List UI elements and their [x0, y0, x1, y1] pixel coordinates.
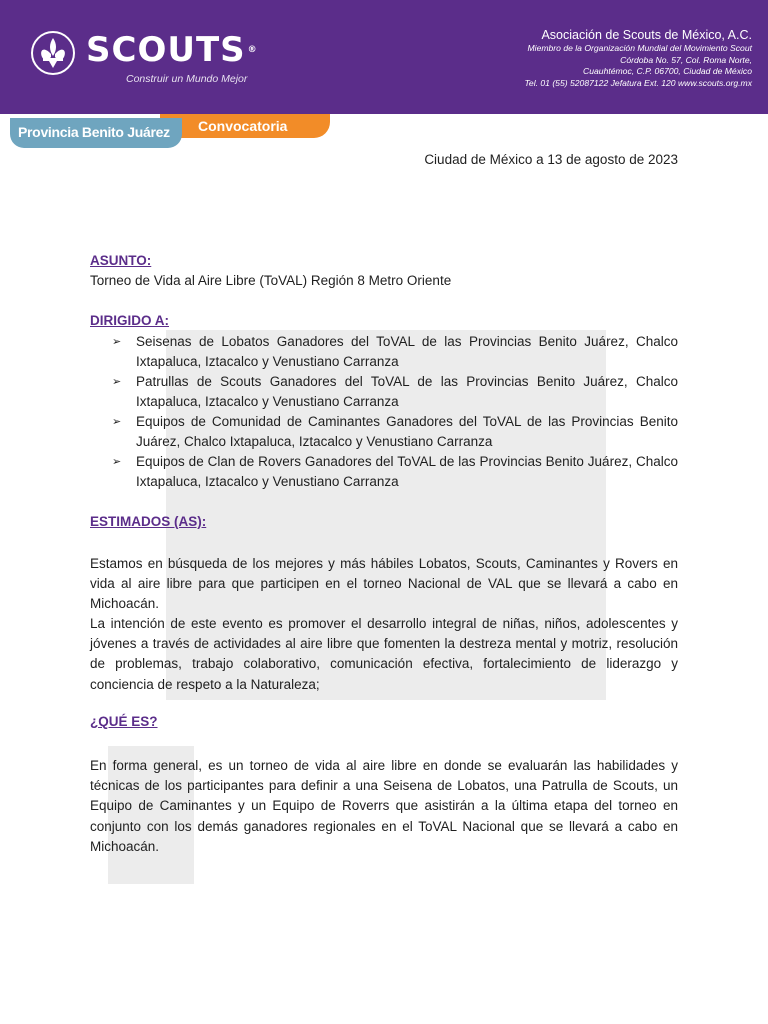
brand-wordmark: SCOUTS ® — [86, 30, 258, 70]
letter-date: Ciudad de México a 13 de agosto de 2023 — [424, 152, 678, 167]
purpose-paragraph: La intención de este evento es promover el desarrollo integral de niñas, niños, adolescentes y jóvenes a través de actividades al aire libre que fomenten la destreza mental y motriz, resolución de problemas, trabajo colaborativo, comunicación efectiva, fortalecimiento de liderazgo y conciencia de respeto a la Naturaleza; — [90, 616, 678, 692]
arrow-bullet-icon: ➢ — [112, 376, 122, 388]
list-item: ➢ Equipos de Clan de Rovers Ganadores del ToVAL de las Provincias Benito Juárez, Chalco Ixtapaluca, Iztacalco y Venustiano Carranza — [112, 454, 678, 489]
brand-tagline: Construir un Mundo Mejor — [126, 73, 248, 85]
list-item: ➢ Patrullas de Scouts Ganadores del ToVAL de las Provincias Benito Juárez, Chalco Ixtapaluca, Iztacalco y Venustiano Carranza — [112, 374, 678, 409]
intro-paragraph: Estamos en búsqueda de los mejores y más hábiles Lobatos, Scouts, Caminantes y Rovers en vida al aire libre para que participen en el torneo Nacional de VAL que se llevará a cabo en Michoacán. — [90, 556, 678, 612]
asunto-text: Torneo de Vida al Aire Libre (ToVAL) Región 8 Metro Oriente — [90, 273, 452, 288]
recipients-list — [112, 332, 678, 492]
description-paragraph: En forma general, es un torneo de vida al aire libre en donde se evaluarán las habilidades y técnicas de los participantes para definir a una Seisena de Lobatos, una Patrulla de Scouts, un Equipo de Caminantes y un Equipo de Roverrs que asistirán a la última etapa del torneo en conjunto con los demás ganadores regionales en el ToVAL Nacional que se llevará a cabo en Michoacán. — [90, 758, 678, 854]
que-es-heading: ¿QUÉ ES? — [90, 714, 158, 729]
letterhead-band — [0, 0, 768, 114]
estimados-heading: ESTIMADOS (AS): — [90, 514, 207, 529]
asunto-heading: ASUNTO: — [90, 253, 152, 268]
arrow-bullet-icon: ➢ — [112, 336, 122, 348]
province-label: Provincia Benito Juárez — [18, 124, 170, 140]
arrow-bullet-icon: ➢ — [112, 416, 122, 428]
arrow-bullet-icon: ➢ — [112, 456, 122, 468]
list-item: ➢ Equipos de Comunidad de Caminantes Ganadores del ToVAL de las Provincias Benito Juárez, Chalco Ixtapaluca, Iztacalco y Venustiano Carranza — [112, 414, 678, 449]
convocatoria-label: Convocatoria — [198, 118, 288, 134]
organization-address: Asociación de Scouts de México, A.C. Miembro de la Organización Mundial del Movimiento Scout Córdoba No. 57, Col. Roma Norte, Cuauhtémoc, C.P. 06700, Ciudad de México Tel. 01 (55) 52087122 Jefatura Ext. 120 www.scouts.org.mx — [524, 28, 752, 88]
fleur-de-lis-logo-icon — [30, 30, 76, 76]
list-item: ➢ Seisenas de Lobatos Ganadores del ToVAL de las Provincias Benito Juárez, Chalco Ixtapaluca, Iztacalco y Venustiano Carranza — [112, 334, 678, 369]
dirigido-heading: DIRIGIDO A: — [90, 313, 169, 328]
